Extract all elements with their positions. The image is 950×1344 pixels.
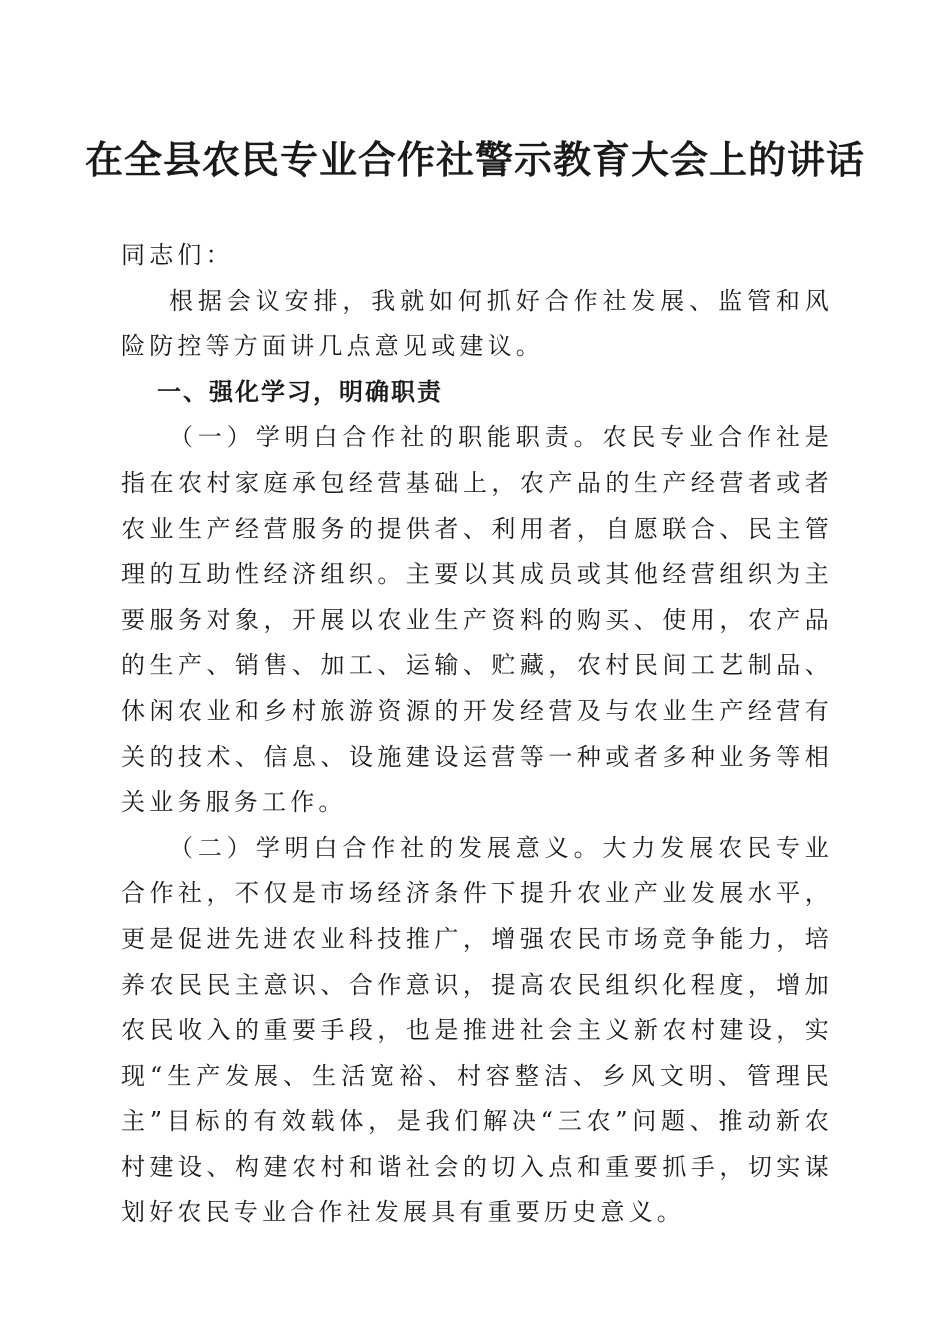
paragraph-2-heading: （二）学明白合作社的发展意义。 [169, 833, 603, 862]
document-body [121, 233, 833, 1236]
section-heading-1: 一、强化学习，明确职责 [157, 377, 443, 406]
paragraph-2 [121, 826, 833, 1236]
paragraph-2-body: 大力发展农民专业合作社，不仅是市场经济条件下提升农业产业发展水平，更是促进先进农业科技推广，增强农民市场竞争能力，培养农民民主意识、合作意识，提高农民组织化程度，增加农民收入的重要手段，也是推进社会主义新农村建设，实现“生产发展、生活宽裕、村容整洁、乡风文明、管理民主”目标的有效载体，是我们解决“三农”问题、推动新农村建设、构建农村和谐社会的切入点和重要抓手，切实谋划好农民专业合作社发展具有重要历史意义。 [121, 833, 833, 1227]
page-title: 在全县农民专业合作社警示教育大会上的讲话 [84, 137, 865, 182]
paragraph-1 [121, 415, 833, 825]
intro-paragraph: 根据会议安排，我就如何抓好合作社发展、监管和风险防控等方面讲几点意见或建议。 [121, 286, 833, 361]
paragraph-1-body: 农民专业合作社是指在农村家庭承包经营基础上，农产品的生产经营者或者农业生产经营服务的提供者、利用者，自愿联合、民主管理的互助性经济组织。主要以其成员或其他经营组织为主要服务对象，开展以农业生产资料的购买、使用，农产品的生产、销售、加工、运输、贮藏，农村民间工艺制品、休闲农业和乡村旅游资源的开发经营及与农业生产经营有关的技术、信息、设施建设运营等一种或者多种业务等相关业务服务工作。 [121, 423, 833, 817]
salutation: 同志们： [121, 241, 234, 269]
paragraph-1-heading: （一）学明白合作社的职能职责。 [169, 423, 603, 452]
